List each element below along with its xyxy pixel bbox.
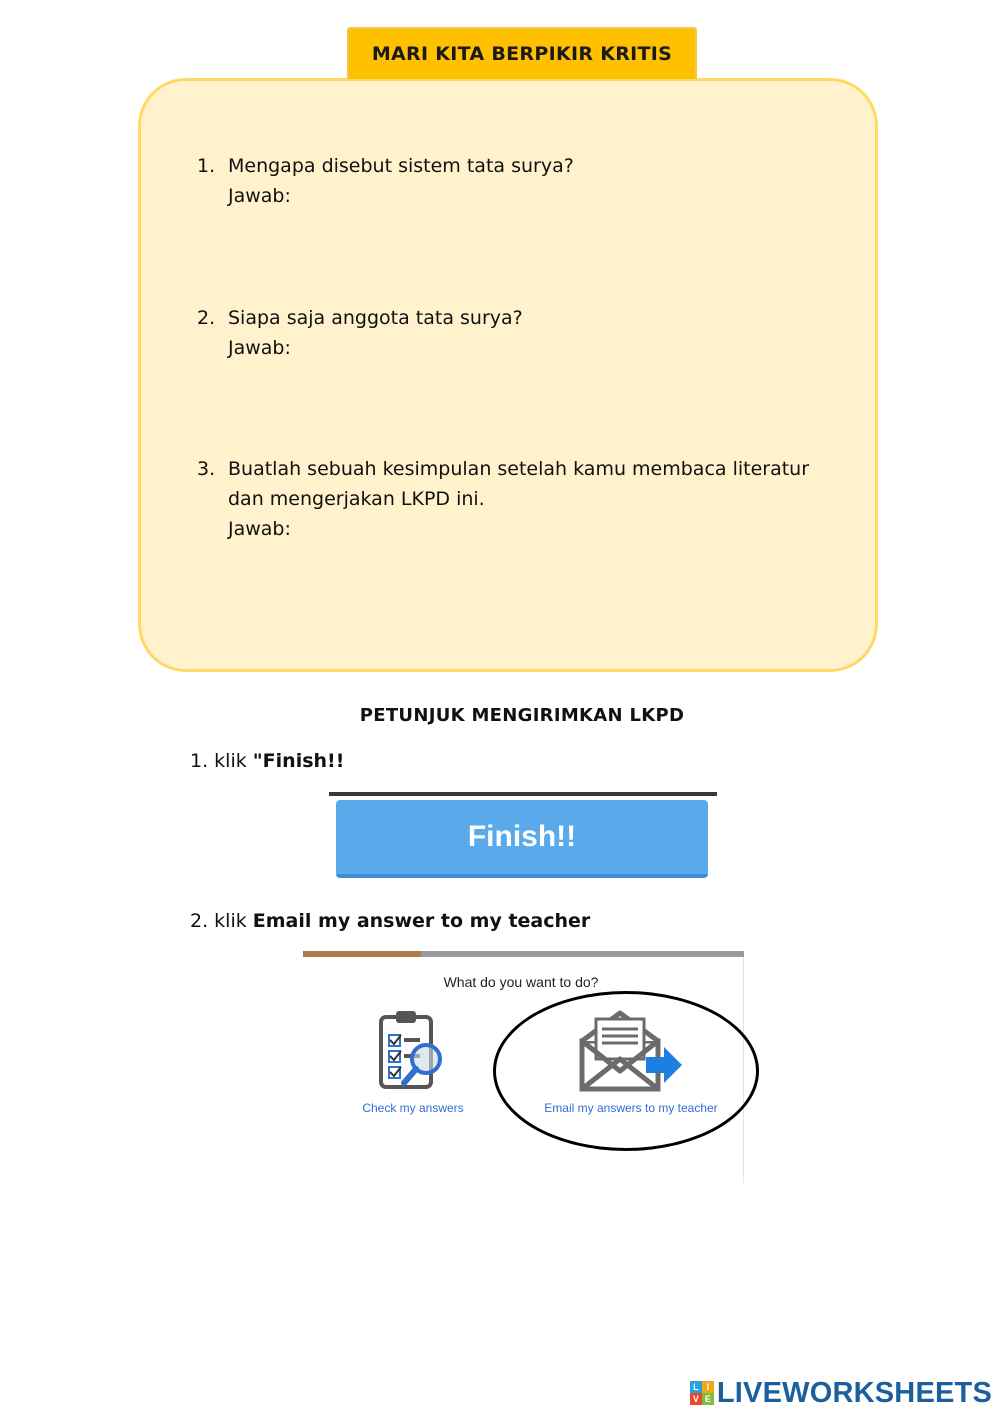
finish-dialog: [303, 951, 744, 1183]
logo-letter-e: E: [702, 1393, 714, 1405]
logo-letter-l: L: [690, 1381, 702, 1393]
question-text: Mengapa disebut sistem tata surya?: [228, 155, 574, 177]
question-3: [197, 454, 837, 544]
envelope-arrow-icon: [576, 1009, 686, 1093]
section-title: MARI KITA BERPIKIR KRITIS: [371, 43, 673, 65]
email-answers-option[interactable]: [531, 1007, 731, 1117]
logo-text: LIVEWORKSHEETS: [716, 1376, 992, 1409]
finish-bar-divider: [329, 792, 717, 796]
logo-letter-v: V: [690, 1393, 702, 1405]
finish-button[interactable]: [336, 800, 708, 878]
question-number: 3.: [197, 458, 216, 480]
instructions-heading: PETUNJUK MENGIRIMKAN LKPD: [359, 705, 685, 726]
step-1-emphasis: "Finish!!: [252, 750, 345, 772]
logo-letter-i: I: [702, 1381, 714, 1393]
question-text: Siapa saja anggota tata surya?: [228, 307, 523, 329]
question-2: [197, 303, 837, 363]
dialog-title: What do you want to do?: [443, 974, 599, 990]
instruction-step-1: [190, 750, 344, 772]
step-1-prefix: 1. klik: [190, 750, 253, 772]
answer-label: Jawab:: [228, 185, 291, 207]
question-text: Buatlah sebuah kesimpulan setelah kamu membaca literatur dan mengerjakan LKPD ini.: [228, 458, 810, 510]
email-answers-label: Email my answers to my teacher: [544, 1101, 718, 1115]
step-2-emphasis: Email my answer to my teacher: [252, 910, 591, 932]
section-title-tab: [347, 27, 697, 79]
instruction-step-2: [190, 910, 590, 932]
liveworksheets-logo: [690, 1377, 992, 1409]
finish-button-label: Finish!!: [467, 820, 577, 853]
answer-label: Jawab:: [228, 337, 291, 359]
question-number: 1.: [197, 155, 216, 177]
liveworksheets-logo-icon: [690, 1381, 714, 1405]
clipboard-checklist-magnifier-icon: [378, 1009, 448, 1093]
question-number: 2.: [197, 307, 216, 329]
question-1: [197, 151, 837, 211]
check-answers-option[interactable]: [351, 1007, 475, 1117]
answer-label: Jawab:: [228, 518, 291, 540]
check-answers-label: Check my answers: [362, 1101, 464, 1115]
dialog-top-strip-accent: [303, 951, 421, 957]
question-box: [138, 78, 878, 672]
step-2-prefix: 2. klik: [190, 910, 253, 932]
